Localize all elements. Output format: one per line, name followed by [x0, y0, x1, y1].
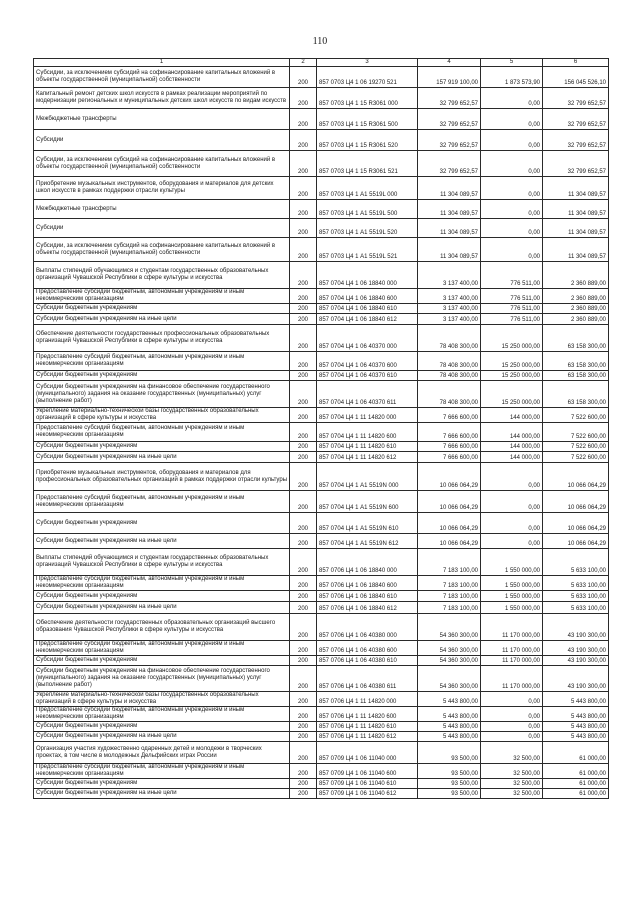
row-amount-final: 2 360 889,00	[543, 289, 609, 304]
table-row	[34, 707, 609, 722]
table-row	[34, 666, 609, 692]
row-amount-change: 32 500,00	[481, 789, 543, 799]
row-amount-final: 10 066 064,29	[543, 463, 609, 491]
row-description: Субсидии бюджетным учреждениям	[34, 779, 290, 789]
table-row	[34, 381, 609, 408]
row-code: 200	[290, 423, 317, 442]
row-amount-final: 10 066 064,29	[543, 534, 609, 549]
row-classification: 857 0703 Ц4 1 06 19270 521	[317, 67, 418, 88]
row-classification: 857 0706 Ц4 1 06 18840 000	[317, 549, 418, 576]
row-code: 200	[290, 591, 317, 602]
row-amount-final: 32 799 652,57	[543, 151, 609, 177]
row-code: 200	[290, 408, 317, 423]
row-classification: 857 0709 Ц4 1 06 11040 000	[317, 742, 418, 764]
row-classification: 857 0703 Ц4 1 15 R3061 520	[317, 130, 418, 151]
row-description: Предоставление субсидий бюджетным, автономным учреждениям и иным некоммерческим организациям	[34, 491, 290, 513]
row-amount-initial: 7 183 100,00	[418, 602, 481, 614]
table-row	[34, 779, 609, 789]
row-amount-initial: 3 137 400,00	[418, 314, 481, 325]
table-row	[34, 408, 609, 423]
table-row	[34, 549, 609, 576]
row-code: 200	[290, 262, 317, 289]
row-code: 200	[290, 666, 317, 692]
row-amount-change: 11 170 000,00	[481, 641, 543, 656]
row-amount-final: 11 304 089,57	[543, 238, 609, 262]
row-description: Обеспечение деятельности государственных профессиональных образовательных организаций Чувашской Республики в сфере культуры и искусства	[34, 325, 290, 352]
row-code: 200	[290, 576, 317, 591]
row-amount-final: 63 158 300,00	[543, 381, 609, 408]
row-code: 200	[290, 692, 317, 707]
row-amount-change: 0,00	[481, 491, 543, 513]
row-amount-final: 5 633 100,00	[543, 549, 609, 576]
page-number: 110	[312, 36, 328, 47]
row-amount-change: 776 511,00	[481, 262, 543, 289]
row-classification: 857 0704 Ц4 1 06 18840 610	[317, 304, 418, 314]
table-row	[34, 130, 609, 151]
header-cell: 4	[418, 59, 481, 67]
row-classification: 857 0706 Ц4 1 11 14820 612	[317, 732, 418, 742]
row-description: Укрепление материально-технической базы государственных образовательных организаций в сфере культуры и искусства	[34, 408, 290, 423]
row-amount-initial: 32 799 652,57	[418, 151, 481, 177]
row-amount-initial: 78 408 300,00	[418, 325, 481, 352]
row-classification: 857 0706 Ц4 1 11 14820 610	[317, 722, 418, 732]
row-code: 200	[290, 219, 317, 238]
table-row	[34, 304, 609, 314]
row-code: 200	[290, 452, 317, 463]
row-classification: 857 0704 Ц4 1 06 40370 610	[317, 371, 418, 381]
row-classification: 857 0704 Ц4 1 11 14820 612	[317, 452, 418, 463]
row-description: Субсидии, за исключением субсидий на софинансирование капитальных вложений в объекты государственной (муниципальной) собственности	[34, 151, 290, 177]
row-classification: 857 0706 Ц4 1 06 18840 610	[317, 591, 418, 602]
row-description: Субсидии	[34, 219, 290, 238]
row-amount-final: 5 443 800,00	[543, 732, 609, 742]
table-row	[34, 452, 609, 463]
row-amount-initial: 7 666 600,00	[418, 442, 481, 452]
table-row	[34, 463, 609, 491]
row-amount-final: 7 522 600,00	[543, 423, 609, 442]
row-amount-initial: 93 500,00	[418, 742, 481, 764]
row-classification: 857 0704 Ц4 1 11 14820 610	[317, 442, 418, 452]
row-amount-final: 43 190 300,00	[543, 656, 609, 666]
row-description: Приобретение музыкальных инструментов, оборудования и материалов для детских школ искусств в рамках поддержки отрасли культуры	[34, 177, 290, 200]
row-code: 200	[290, 602, 317, 614]
row-code: 200	[290, 371, 317, 381]
row-amount-final: 11 304 089,57	[543, 177, 609, 200]
row-description: Субсидии	[34, 130, 290, 151]
row-amount-final: 5 443 800,00	[543, 707, 609, 722]
row-classification: 857 0704 Ц4 1 06 40370 611	[317, 381, 418, 408]
row-amount-change: 0,00	[481, 692, 543, 707]
row-classification: 857 0706 Ц4 1 06 40380 611	[317, 666, 418, 692]
row-amount-initial: 54 360 300,00	[418, 614, 481, 641]
row-description: Межбюджетные трансферты	[34, 200, 290, 219]
row-amount-change: 0,00	[481, 151, 543, 177]
row-amount-initial: 10 066 064,29	[418, 491, 481, 513]
row-amount-final: 7 522 600,00	[543, 452, 609, 463]
row-classification: 857 0709 Ц4 1 06 11040 610	[317, 779, 418, 789]
row-description: Выплаты стипендий обучающимся и студентам государственных образовательных организаций Чувашской Республики в сфере культуры и искусства	[34, 262, 290, 289]
table-row	[34, 219, 609, 238]
row-description: Субсидии бюджетным учреждениям на иные цели	[34, 732, 290, 742]
row-code: 200	[290, 641, 317, 656]
row-amount-initial: 93 500,00	[418, 789, 481, 799]
row-description: Предоставление субсидий бюджетным, автономным учреждениям и иным некоммерческим организациям	[34, 423, 290, 442]
row-amount-change: 144 000,00	[481, 452, 543, 463]
row-amount-initial: 5 443 800,00	[418, 692, 481, 707]
row-classification: 857 0706 Ц4 1 06 18840 600	[317, 576, 418, 591]
header-cell: 1	[34, 59, 290, 67]
row-description: Субсидии бюджетным учреждениям на иные цели	[34, 789, 290, 799]
row-amount-initial: 157 919 100,00	[418, 67, 481, 88]
row-amount-change: 144 000,00	[481, 408, 543, 423]
row-amount-final: 5 443 800,00	[543, 722, 609, 732]
row-amount-initial: 5 443 800,00	[418, 722, 481, 732]
table-row	[34, 591, 609, 602]
row-classification: 857 0703 Ц4 1 А1 5519L 000	[317, 177, 418, 200]
row-description: Субсидии, за исключением субсидий на софинансирование капитальных вложений в объекты государственной (муниципальной) собственности	[34, 67, 290, 88]
row-amount-initial: 10 066 064,29	[418, 463, 481, 491]
table-row	[34, 371, 609, 381]
row-amount-final: 63 158 300,00	[543, 371, 609, 381]
table-row	[34, 641, 609, 656]
row-amount-final: 11 304 089,57	[543, 200, 609, 219]
table-row	[34, 692, 609, 707]
row-amount-change: 0,00	[481, 513, 543, 534]
row-amount-change: 1 550 000,00	[481, 576, 543, 591]
table-row	[34, 789, 609, 799]
row-amount-initial: 7 183 100,00	[418, 549, 481, 576]
row-code: 200	[290, 325, 317, 352]
row-amount-initial: 3 137 400,00	[418, 289, 481, 304]
table-row	[34, 732, 609, 742]
row-amount-change: 1 550 000,00	[481, 602, 543, 614]
row-amount-change: 0,00	[481, 177, 543, 200]
row-description: Субсидии бюджетным учреждениям	[34, 591, 290, 602]
row-amount-final: 2 360 889,00	[543, 262, 609, 289]
table-row	[34, 491, 609, 513]
row-amount-initial: 93 500,00	[418, 764, 481, 779]
row-amount-final: 7 522 600,00	[543, 442, 609, 452]
row-classification: 857 0704 Ц4 1 06 40370 000	[317, 325, 418, 352]
table-row	[34, 88, 609, 109]
row-amount-change: 15 250 000,00	[481, 371, 543, 381]
row-amount-initial: 10 066 064,29	[418, 534, 481, 549]
row-amount-change: 776 511,00	[481, 314, 543, 325]
row-classification: 857 0704 Ц4 1 11 14820 600	[317, 423, 418, 442]
row-amount-initial: 5 443 800,00	[418, 707, 481, 722]
row-code: 200	[290, 764, 317, 779]
row-amount-change: 144 000,00	[481, 442, 543, 452]
row-amount-change: 0,00	[481, 722, 543, 732]
row-code: 200	[290, 130, 317, 151]
row-description: Субсидии бюджетным учреждениям на иные цели	[34, 602, 290, 614]
row-amount-final: 43 190 300,00	[543, 641, 609, 656]
row-amount-change: 1 873 573,90	[481, 67, 543, 88]
row-code: 200	[290, 314, 317, 325]
row-classification: 857 0703 Ц4 1 А1 5519L 520	[317, 219, 418, 238]
row-amount-final: 5 633 100,00	[543, 602, 609, 614]
row-description: Субсидии бюджетным учреждениям на финансовое обеспечение государственного (муниципального) задания на оказание государственных (муниципальных) услуг (выполнение работ)	[34, 666, 290, 692]
table-row	[34, 289, 609, 304]
row-code: 200	[290, 549, 317, 576]
table-row	[34, 534, 609, 549]
row-amount-change: 11 170 000,00	[481, 666, 543, 692]
row-classification: 857 0706 Ц4 1 11 14820 600	[317, 707, 418, 722]
row-amount-final: 61 000,00	[543, 789, 609, 799]
table-row	[34, 576, 609, 591]
row-classification: 857 0704 Ц4 1 А1 5519N 610	[317, 513, 418, 534]
row-code: 200	[290, 289, 317, 304]
row-amount-final: 61 000,00	[543, 764, 609, 779]
row-classification: 857 0703 Ц4 1 А1 5519L 500	[317, 200, 418, 219]
row-amount-initial: 54 360 300,00	[418, 656, 481, 666]
row-description: Субсидии бюджетным учреждениям	[34, 656, 290, 666]
row-code: 200	[290, 200, 317, 219]
row-amount-final: 63 158 300,00	[543, 325, 609, 352]
row-code: 200	[290, 67, 317, 88]
table-row	[34, 67, 609, 88]
row-classification: 857 0704 Ц4 1 06 18840 600	[317, 289, 418, 304]
row-code: 200	[290, 513, 317, 534]
row-classification: 857 0706 Ц4 1 06 40380 000	[317, 614, 418, 641]
row-amount-change: 0,00	[481, 109, 543, 130]
table-row	[34, 423, 609, 442]
row-classification: 857 0704 Ц4 1 А1 5519N 000	[317, 463, 418, 491]
row-description: Субсидии бюджетным учреждениям на финансовое обеспечение государственного (муниципального) задания на оказание государственных (муниципальных) услуг (выполнение работ)	[34, 381, 290, 408]
row-amount-change: 15 250 000,00	[481, 381, 543, 408]
row-amount-initial: 54 360 300,00	[418, 641, 481, 656]
table-row	[34, 656, 609, 666]
row-amount-initial: 3 137 400,00	[418, 304, 481, 314]
row-classification: 857 0703 Ц4 1 15 R3061 000	[317, 88, 418, 109]
row-amount-change: 0,00	[481, 200, 543, 219]
row-amount-change: 1 550 000,00	[481, 591, 543, 602]
row-amount-initial: 78 408 300,00	[418, 381, 481, 408]
row-code: 200	[290, 151, 317, 177]
table-row	[34, 442, 609, 452]
row-description: Предоставление субсидий бюджетным, автономным учреждениям и иным некоммерческим организациям	[34, 707, 290, 722]
row-code: 200	[290, 381, 317, 408]
row-classification: 857 0706 Ц4 1 06 18840 612	[317, 602, 418, 614]
table-row	[34, 177, 609, 200]
row-description: Предоставление субсидий бюджетным, автономным учреждениям и иным некоммерческим организациям	[34, 352, 290, 371]
row-amount-initial: 10 066 064,29	[418, 513, 481, 534]
header-cell: 3	[317, 59, 418, 67]
row-classification: 857 0704 Ц4 1 А1 5519N 612	[317, 534, 418, 549]
row-classification: 857 0704 Ц4 1 А1 5519N 600	[317, 491, 418, 513]
row-amount-initial: 11 304 089,57	[418, 238, 481, 262]
row-code: 200	[290, 614, 317, 641]
row-amount-final: 63 158 300,00	[543, 352, 609, 371]
table-row	[34, 722, 609, 732]
row-amount-change: 144 000,00	[481, 423, 543, 442]
row-classification: 857 0703 Ц4 1 А1 5519L 521	[317, 238, 418, 262]
row-description: Субсидии бюджетным учреждениям	[34, 513, 290, 534]
table-row	[34, 614, 609, 641]
table-row	[34, 314, 609, 325]
table-row	[34, 238, 609, 262]
row-description: Межбюджетные трансферты	[34, 109, 290, 130]
row-amount-initial: 7 183 100,00	[418, 591, 481, 602]
row-amount-final: 43 190 300,00	[543, 614, 609, 641]
row-code: 200	[290, 742, 317, 764]
row-amount-final: 32 799 652,57	[543, 109, 609, 130]
row-amount-final: 11 304 089,57	[543, 219, 609, 238]
row-amount-change: 32 500,00	[481, 779, 543, 789]
row-description: Субсидии бюджетным учреждениям	[34, 722, 290, 732]
row-classification: 857 0706 Ц4 1 06 40380 610	[317, 656, 418, 666]
row-amount-final: 61 000,00	[543, 742, 609, 764]
row-description: Субсидии бюджетным учреждениям на иные цели	[34, 314, 290, 325]
row-code: 200	[290, 304, 317, 314]
table-row	[34, 513, 609, 534]
row-description: Субсидии бюджетным учреждениям на иные цели	[34, 534, 290, 549]
row-code: 200	[290, 779, 317, 789]
row-description: Субсидии бюджетным учреждениям	[34, 304, 290, 314]
table-row	[34, 764, 609, 779]
row-amount-initial: 5 443 800,00	[418, 732, 481, 742]
row-description: Укрепление материально-технической базы государственных образовательных организаций в сфере культуры и искусства	[34, 692, 290, 707]
row-amount-change: 0,00	[481, 130, 543, 151]
row-amount-initial: 7 666 600,00	[418, 452, 481, 463]
row-classification: 857 0709 Ц4 1 06 11040 600	[317, 764, 418, 779]
row-classification: 857 0704 Ц4 1 06 18840 612	[317, 314, 418, 325]
row-amount-final: 5 633 100,00	[543, 576, 609, 591]
row-description: Субсидии, за исключением субсидий на софинансирование капитальных вложений в объекты государственной (муниципальной) собственности	[34, 238, 290, 262]
row-amount-change: 0,00	[481, 463, 543, 491]
row-classification: 857 0703 Ц4 1 15 R3061 500	[317, 109, 418, 130]
table-row	[34, 109, 609, 130]
row-code: 200	[290, 88, 317, 109]
row-amount-final: 2 360 889,00	[543, 314, 609, 325]
row-amount-change: 0,00	[481, 534, 543, 549]
table-row	[34, 742, 609, 764]
row-description: Приобретение музыкальных инструментов, оборудования и материалов для профессиональных образовательных организаций в рамках поддержки отрасли культуры	[34, 463, 290, 491]
row-amount-change: 0,00	[481, 707, 543, 722]
row-amount-change: 776 511,00	[481, 304, 543, 314]
row-amount-final: 5 443 800,00	[543, 692, 609, 707]
row-description: Обеспечение деятельности государственных образовательных организаций высшего образования Чувашской Республики в сфере культуры и искусства	[34, 614, 290, 641]
row-classification: 857 0704 Ц4 1 06 40370 600	[317, 352, 418, 371]
row-amount-initial: 32 799 652,57	[418, 130, 481, 151]
row-amount-change: 0,00	[481, 238, 543, 262]
row-classification: 857 0709 Ц4 1 06 11040 612	[317, 789, 418, 799]
row-code: 200	[290, 534, 317, 549]
row-classification: 857 0704 Ц4 1 06 18840 000	[317, 262, 418, 289]
row-amount-initial: 7 666 600,00	[418, 408, 481, 423]
row-amount-change: 32 500,00	[481, 742, 543, 764]
row-amount-initial: 11 304 089,57	[418, 177, 481, 200]
table-row	[34, 262, 609, 289]
table-row	[34, 200, 609, 219]
row-amount-final: 10 066 064,29	[543, 513, 609, 534]
row-code: 200	[290, 656, 317, 666]
row-amount-initial: 32 799 652,57	[418, 109, 481, 130]
row-amount-change: 32 500,00	[481, 764, 543, 779]
table-row	[34, 325, 609, 352]
header-cell: 5	[481, 59, 543, 67]
row-amount-initial: 7 666 600,00	[418, 423, 481, 442]
row-amount-final: 61 000,00	[543, 779, 609, 789]
header-cell: 2	[290, 59, 317, 67]
table-row	[34, 602, 609, 614]
row-amount-change: 0,00	[481, 88, 543, 109]
row-classification: 857 0704 Ц4 1 11 14820 000	[317, 408, 418, 423]
row-amount-initial: 11 304 089,57	[418, 219, 481, 238]
row-amount-change: 15 250 000,00	[481, 352, 543, 371]
row-amount-change: 0,00	[481, 732, 543, 742]
table-row	[34, 151, 609, 177]
row-amount-initial: 11 304 089,57	[418, 200, 481, 219]
row-description: Субсидии бюджетным учреждениям	[34, 371, 290, 381]
row-amount-change: 776 511,00	[481, 289, 543, 304]
row-classification: 857 0706 Ц4 1 06 40380 600	[317, 641, 418, 656]
row-amount-final: 32 799 652,57	[543, 130, 609, 151]
table-row	[34, 352, 609, 371]
budget-table	[33, 58, 609, 799]
row-amount-final: 10 066 064,29	[543, 491, 609, 513]
row-amount-change: 11 170 000,00	[481, 614, 543, 641]
row-description: Субсидии бюджетным учреждениям	[34, 442, 290, 452]
row-amount-initial: 54 360 300,00	[418, 666, 481, 692]
row-description: Предоставление субсидий бюджетным, автономным учреждениям и иным некоммерческим организациям	[34, 641, 290, 656]
row-classification: 857 0706 Ц4 1 11 14820 000	[317, 692, 418, 707]
row-description: Предоставление субсидий бюджетным, автономным учреждениям и иным некоммерческим организациям	[34, 289, 290, 304]
row-amount-initial: 7 183 100,00	[418, 576, 481, 591]
row-code: 200	[290, 789, 317, 799]
row-description: Предоставление субсидий бюджетным, автономным учреждениям и иным некоммерческим организациям	[34, 764, 290, 779]
row-amount-change: 0,00	[481, 219, 543, 238]
row-code: 200	[290, 238, 317, 262]
header-cell: 6	[543, 59, 609, 67]
row-amount-final: 32 799 652,57	[543, 88, 609, 109]
row-code: 200	[290, 491, 317, 513]
row-code: 200	[290, 722, 317, 732]
row-description: Организация участия художественно одаренных детей и молодежи в творческих проектах, в том числе в молодежных Дельфийских играх России	[34, 742, 290, 764]
row-code: 200	[290, 442, 317, 452]
row-amount-final: 5 633 100,00	[543, 591, 609, 602]
row-code: 200	[290, 707, 317, 722]
row-amount-change: 15 250 000,00	[481, 325, 543, 352]
row-amount-initial: 78 408 300,00	[418, 352, 481, 371]
row-amount-final: 2 360 889,00	[543, 304, 609, 314]
row-code: 200	[290, 177, 317, 200]
row-amount-initial: 93 500,00	[418, 779, 481, 789]
row-amount-final: 7 522 600,00	[543, 408, 609, 423]
row-code: 200	[290, 109, 317, 130]
row-amount-final: 156 045 526,10	[543, 67, 609, 88]
row-amount-change: 11 170 000,00	[481, 656, 543, 666]
row-description: Выплаты стипендий обучающимся и студентам государственных образовательных организаций Чувашской Республики в сфере культуры и искусства	[34, 549, 290, 576]
row-classification: 857 0703 Ц4 1 15 R3061 521	[317, 151, 418, 177]
row-code: 200	[290, 463, 317, 491]
row-description: Предоставление субсидий бюджетным, автономным учреждениям и иным некоммерческим организациям	[34, 576, 290, 591]
row-description: Субсидии бюджетным учреждениям на иные цели	[34, 452, 290, 463]
header-row	[34, 59, 609, 67]
row-amount-initial: 32 799 652,57	[418, 88, 481, 109]
row-amount-initial: 3 137 400,00	[418, 262, 481, 289]
row-code: 200	[290, 732, 317, 742]
row-description: Капитальный ремонт детских школ искусств в рамках реализации мероприятий по модернизации региональных и муниципальных детских школ искусств по видам искусств	[34, 88, 290, 109]
row-code: 200	[290, 352, 317, 371]
row-amount-initial: 78 408 300,00	[418, 371, 481, 381]
row-amount-final: 43 190 300,00	[543, 666, 609, 692]
row-amount-change: 1 550 000,00	[481, 549, 543, 576]
